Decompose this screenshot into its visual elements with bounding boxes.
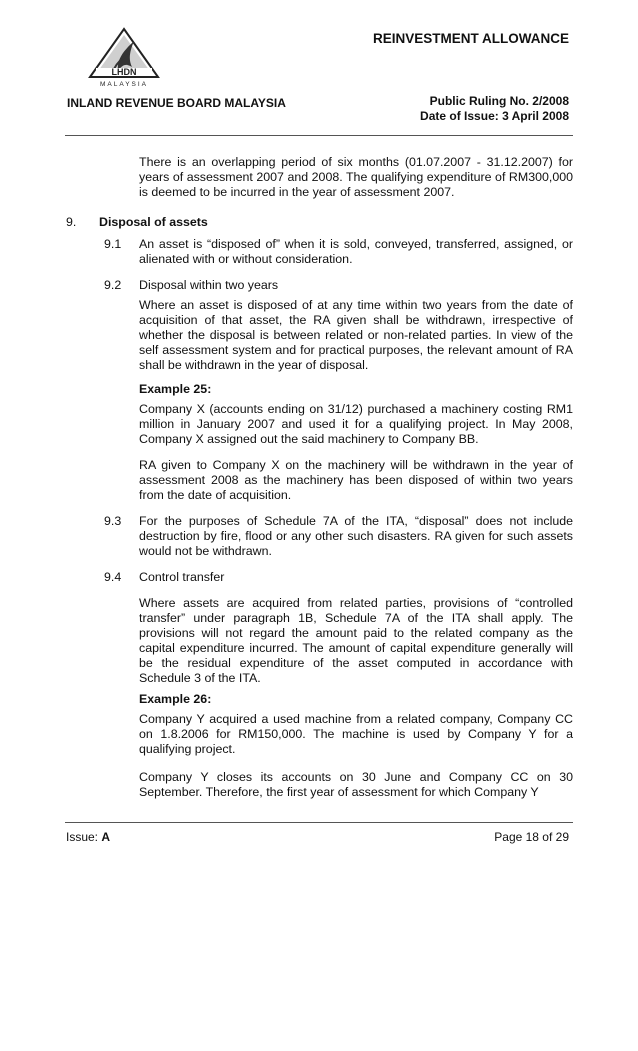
example-26-title: Example 26: — [139, 692, 212, 706]
example-25-title: Example 25: — [139, 382, 212, 396]
clause-9-4-text: Where assets are acquired from related parties, provisions of “controlled transfer” under paragraph 1B, Schedule 7A of the ITA shall apply. The provisions will not regard the amount paid to the related company as the capital expenditure incurred. The amount of capital expenditure generally will be the residual expenditure of the asset computed in accordance with Schedule 3 of the ITA. — [139, 596, 573, 685]
ruling-number: Public Ruling No. 2/2008 — [429, 94, 569, 108]
ruling-info — [420, 94, 569, 124]
clause-9-2-number: 9.2 — [104, 278, 122, 292]
lhdn-logo — [88, 27, 160, 89]
footer-issue — [66, 830, 110, 844]
issue-label: Issue: — [66, 830, 102, 844]
clause-9-2-text: Where an asset is disposed of at any time within two years from the date of acquisition of that asset, the RA given shall be withdrawn, irrespective of whether the disposal is between related or non-related parties. In view of the self assessment system and for practical purposes, the relevant amount of RA shall be withdrawn in the year of disposal. — [139, 298, 573, 372]
clause-9-1-text: An asset is “disposed of” when it is sold, conveyed, transferred, assigned, or alienated with or without consideration. — [139, 237, 573, 266]
clause-9-4-number: 9.4 — [104, 570, 122, 584]
issue-date: Date of Issue: 3 April 2008 — [420, 109, 569, 123]
document-title: REINVESTMENT ALLOWANCE — [372, 31, 569, 46]
issue-value: A — [101, 830, 111, 844]
intro-paragraph: There is an overlapping period of six months (01.07.2007 - 31.12.2007) for years of assessment 2007 and 2008. The qualifying expenditure of RM300,000 is deemed to be incurred in the year of assessment 2007. — [139, 155, 573, 199]
section-number: 9. — [66, 215, 77, 229]
svg-text:MALAYSIA: MALAYSIA — [99, 81, 149, 88]
clause-9-2-title: Disposal within two years — [139, 278, 279, 292]
organization-name: INLAND REVENUE BOARD MALAYSIA — [67, 96, 286, 110]
example-25-paragraph-2: RA given to Company X on the machinery will be withdrawn in the year of assessment 2008 as the machinery has been disposed of within two years from the date of acquisition. — [139, 458, 573, 502]
clause-9-1-number: 9.1 — [104, 237, 122, 251]
clause-9-4-title: Control transfer — [139, 570, 225, 584]
svg-text:LHDN: LHDN — [111, 67, 137, 77]
section-title: Disposal of assets — [99, 215, 208, 229]
clause-9-3-number: 9.3 — [104, 514, 122, 528]
example-25-paragraph-1: Company X (accounts ending on 31/12) purchased a machinery costing RM1 million in January 2007 and used it for a qualifying project. In May 2008, Company X assigned out the said machinery to Company BB. — [139, 402, 573, 446]
example-26-paragraph-2: Company Y closes its accounts on 30 June and Company CC on 30 September. Therefore, the first year of assessment for which Company Y — [139, 770, 573, 799]
clause-9-3-text: For the purposes of Schedule 7A of the ITA, “disposal” does not include destruction by fire, flood or any other such disasters. RA given for such assets would not be withdrawn. — [139, 514, 573, 558]
example-26-paragraph-1: Company Y acquired a used machine from a related company, Company CC on 1.8.2006 for RM150,000. The machine is used by Company Y for a qualifying project. — [139, 712, 573, 756]
footer-divider — [65, 822, 573, 823]
header-divider — [65, 135, 573, 136]
page-number: Page 18 of 29 — [494, 830, 569, 844]
